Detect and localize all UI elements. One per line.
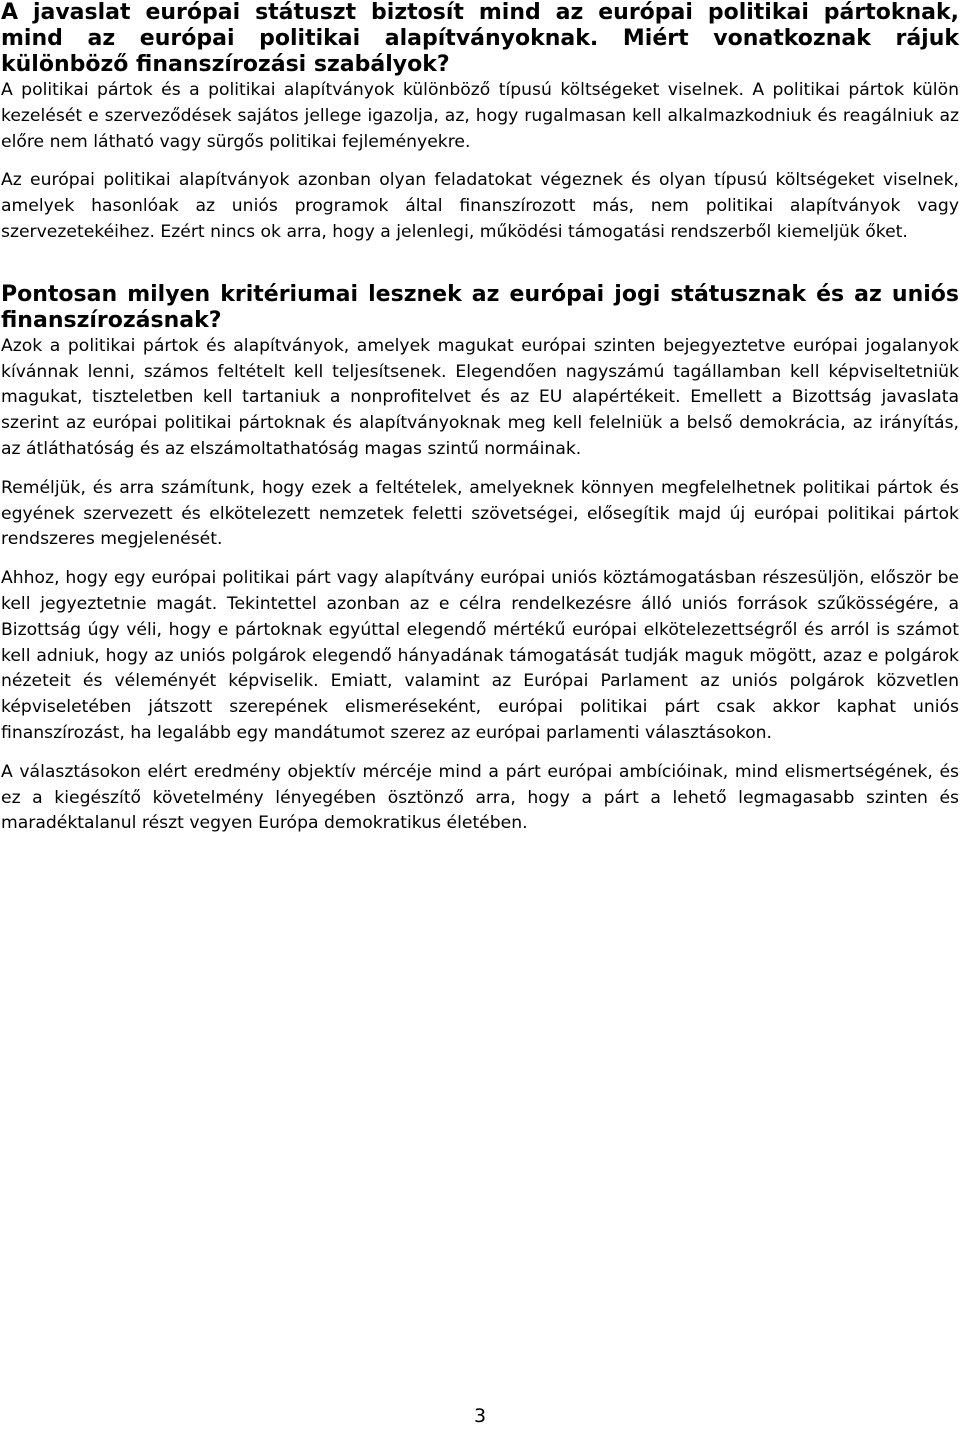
paragraph-expectations: Reméljük, és arra számítunk, hogy ezek a feltételek, amelyeknek könnyen megfelelhetnek politikai pártok és egyének szervezett és elkötelezett nemzetek feletti szövetségei, elősegítik majd új európai politikai pártok rendszeres megjelenését. [1,477,959,550]
section-heading-funding-rules: A javaslat európai státuszt biztosít mind az európai politikai pártoknak, mind az európai politikai alapítványoknak. Miért vonatkoznak rájuk különböző finanszírozási szabályok? [1,0,959,77]
section-heading-criteria: Pontosan milyen kritériumai lesznek az európai jogi státusznak és az uniós finanszírozásnak? [1,281,959,333]
paragraph-cost-types: A politikai pártok és a politikai alapítványok különböző típusú költségeket viselnek. A politikai pártok külön kezelését e szerveződések sajátos jellege igazolja, az, hogy rugalmasan kell alkalmazkodniuk és reagálniuk az előre nem látható vagy sürgős politikai fejleményekre. [1,80,959,152]
page-number: 3 [473,1405,487,1427]
paragraph-eu-funding: Ahhoz, hogy egy európai politikai párt vagy alapítvány európai uniós köztámogatásban részesüljön, először be kell jegyeztetnie magát. Tekintettel azonban az e célra rendelkezésre álló uniós források szűkösségére, a Bizottság úgy véli, hogy e pártoknak egyúttal elegendő mértékű európai elkötelezettségről és arról is számot kell adniuk, hogy az uniós polgárok elegendő hányadának támogatását tudják maguk mögött, azaz e polgárok nézeteit és véleményét képviselik. Emiatt, valamint az Európai Parlament az uniós polgárok közvetlen képviseletében játszott szerepének elismeréseként, európai politikai párt csak akkor kaphat uniós finanszírozást, ha legalább egy mandátumot szerez az európai parlamenti választásokon. [1,568,959,743]
paragraph-requirements: Azok a politikai pártok és alapítványok, amelyek magukat európai szinten bejegyeztetve európai jogalanyok kívánnak lenni, számos feltételt kell teljesítsenek. Elegendően nagyszámú tagállamban kell képviseltetniük magukat, tiszteletben kell tartaniuk a nonprofitelvet és az EU alapértékeit. Emellett a Bizottság javaslata szerint az európai politikai pártoknak és alapítványoknak meg kell felelniük a belső demokrácia, az irányítás, az átláthatóság és az elszámoltathatóság magas szintű normáinak. [1,335,959,459]
paragraph-foundations: Az európai politikai alapítványok azonban olyan feladatokat végeznek és olyan típusú költségeket viselnek, amelyek hasonlóak az uniós programok által finanszírozott más, nem politikai alapítványok vagy szervezetekéihez. Ezért nincs ok arra, hogy a jelenlegi, működési támogatási rendszerből kiemeljük őket. [1,170,959,242]
paragraph-election-results: A választásokon elért eredmény objektív mércéje mind a párt európai ambícióinak, mind elismertségének, és ez a kiegészítő követelmény lényegében ösztönző arra, hogy a párt a lehető legmagasabb szinten és maradéktalanul részt vegyen Európa demokratikus életében. [1,761,959,834]
